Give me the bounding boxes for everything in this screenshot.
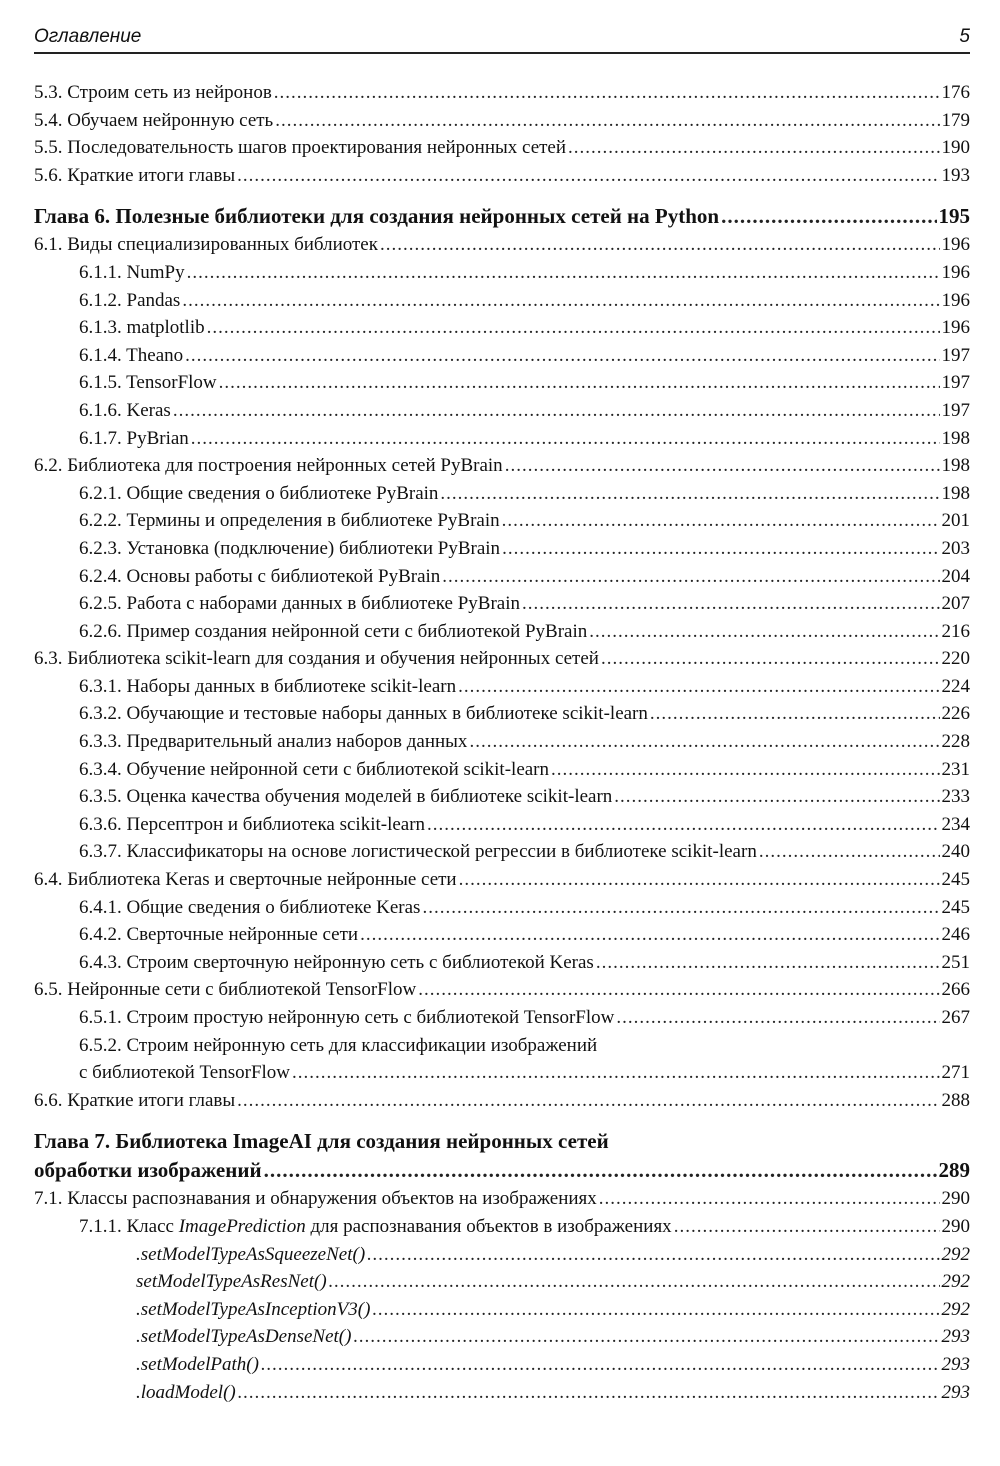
toc-entry	[34, 949, 970, 977]
dot-leader	[759, 838, 940, 866]
dot-leader	[458, 673, 939, 701]
toc-page-number: 196	[941, 317, 970, 339]
dot-leader	[440, 480, 939, 508]
toc-entry	[34, 563, 970, 591]
toc-page-number: 290	[941, 1215, 970, 1237]
running-header	[34, 22, 970, 54]
toc-entry	[34, 1351, 970, 1379]
toc-page-number: 224	[941, 675, 970, 697]
toc-page-number: 197	[941, 372, 970, 394]
toc-entry-label: 6.5. Нейронные сети с библиотекой TensorFlow	[34, 979, 417, 1001]
toc-entry-label: 6.6. Краткие итоги главы	[34, 1089, 236, 1111]
toc-entry-label: .setModelPath()	[136, 1353, 259, 1375]
dot-leader	[264, 1156, 937, 1185]
toc-entry-label: 6.4. Библиотека Keras и сверточные нейронные сети	[34, 869, 457, 891]
toc-page-number: 220	[941, 648, 970, 670]
toc-entry-label: 5.6. Краткие итоги главы	[34, 164, 236, 186]
toc-entry-label-part: 7.1.1. Класс	[79, 1215, 179, 1237]
dot-leader	[360, 921, 939, 949]
toc-entry-label: 6.1.3. matplotlib	[79, 317, 205, 339]
toc-page-number: 216	[941, 620, 970, 642]
toc-entry-label: 6.2.5. Работа с наборами данных в библиотеке PyBrain	[79, 593, 521, 615]
header-page-number: 5	[959, 26, 970, 47]
toc-entry	[34, 507, 970, 535]
toc-entry	[34, 134, 970, 162]
dot-leader	[427, 811, 939, 839]
toc-entry	[34, 314, 970, 342]
toc-entry	[34, 700, 970, 728]
toc-page-number: 190	[941, 137, 970, 159]
toc-page-number: 271	[941, 1062, 970, 1084]
toc-entry-label: 6.4.3. Строим сверточную нейронную сеть с библиотекой Keras	[79, 951, 594, 973]
toc-entry	[34, 397, 970, 425]
toc-page-number: 292	[941, 1271, 970, 1293]
toc-entry	[34, 425, 970, 453]
toc-entry	[34, 79, 970, 107]
dot-leader	[353, 1323, 939, 1351]
toc-entry	[34, 590, 970, 618]
toc-entry	[34, 618, 970, 646]
toc-page-number: 240	[941, 841, 970, 863]
toc-page-number: 198	[941, 482, 970, 504]
header-title: Оглавление	[34, 26, 142, 47]
toc-entry	[34, 728, 970, 756]
toc-entry	[34, 480, 970, 508]
toc-entry-label: 6.3.6. Персептрон и библиотека scikit-learn	[79, 813, 426, 835]
toc-entry	[34, 1087, 970, 1115]
toc-entry-label: 6.1.5. TensorFlow	[79, 372, 217, 394]
toc-entry	[34, 535, 970, 563]
toc-page-number: 292	[941, 1243, 970, 1265]
toc-entry	[34, 452, 970, 480]
dot-leader	[502, 535, 939, 563]
toc-page-number: 251	[941, 951, 970, 973]
toc-page-number: 290	[941, 1188, 970, 1210]
toc-entry-label: 6.5.1. Строим простую нейронную сеть с библиотекой TensorFlow	[79, 1007, 615, 1028]
toc-entry-label: 6.3.1. Наборы данных в библиотеке scikit-learn	[79, 675, 457, 697]
dot-leader	[237, 1087, 939, 1115]
dot-leader	[173, 397, 940, 425]
dot-leader	[596, 949, 940, 977]
dot-leader	[238, 1379, 940, 1407]
toc-entry	[34, 756, 970, 784]
toc-page-number: 245	[941, 896, 970, 918]
toc-entry-label: Глава 6. Полезные библиотеки для создания нейронных сетей на Python	[34, 204, 720, 229]
toc-entry	[34, 342, 970, 370]
toc-page-number: 197	[941, 344, 970, 366]
dot-leader	[207, 314, 940, 342]
dot-leader	[650, 700, 940, 728]
toc-page-number: 196	[941, 289, 970, 311]
toc-entry-label: 6.2.1. Общие сведения о библиотеке PyBrain	[79, 482, 439, 504]
toc-entry-label: 6.4.1. Общие сведения о библиотеке Keras	[79, 896, 421, 918]
toc-entry-label: 5.4. Обучаем нейронную сеть	[34, 109, 274, 131]
toc-page-number: 207	[941, 593, 970, 615]
toc-page-number: 293	[941, 1326, 970, 1348]
dot-leader	[380, 231, 940, 259]
toc-page-number: 179	[941, 109, 970, 131]
toc-entry-label: setModelTypeAsResNet()	[136, 1271, 327, 1293]
dot-leader	[589, 618, 939, 646]
toc-page-number: 293	[941, 1381, 970, 1403]
toc-entry-label: 6.4.2. Сверточные нейронные сети	[79, 924, 359, 946]
toc-entry	[34, 1241, 970, 1269]
toc-page-number: 267	[941, 1007, 970, 1028]
toc-chapter-entry	[34, 202, 970, 231]
dot-leader	[469, 728, 939, 756]
toc-entry-label: 6.1.6. Keras	[79, 399, 171, 421]
toc-page-number: 293	[941, 1353, 970, 1375]
toc-entry	[34, 866, 970, 894]
toc-entry-label: 6.1.7. PyBrian	[79, 427, 189, 449]
toc-entry-label: 7.1. Классы распознавания и обнаружения объектов на изображениях	[34, 1188, 597, 1210]
dot-leader	[601, 645, 940, 673]
toc-entry-label: 6.2.4. Основы работы с библиотекой PyBrain	[79, 565, 441, 587]
toc-entry	[34, 1268, 970, 1296]
dot-leader	[261, 1351, 940, 1379]
toc-entry-label: .setModelTypeAsDenseNet()	[136, 1326, 352, 1348]
dot-leader	[418, 976, 939, 1004]
toc-entry-label: .setModelTypeAsSqueezeNet()	[136, 1243, 366, 1265]
toc-page-number: 196	[941, 234, 970, 256]
dot-leader	[459, 866, 940, 894]
chapter-heading	[34, 1127, 970, 1185]
toc-entry	[34, 921, 970, 949]
dot-leader	[568, 134, 939, 162]
toc-entry-label: 6.3.2. Обучающие и тестовые наборы данных в библиотеке scikit-learn	[79, 703, 648, 725]
toc-entry	[34, 673, 970, 701]
toc-entry-label: 6.1. Виды специализированных библиотек	[34, 234, 378, 256]
toc-entry-label: 6.3.7. Классификаторы на основе логистической регрессии в библиотеке scikit-learn	[79, 841, 757, 863]
toc-page-number: 195	[938, 204, 970, 229]
toc-page-number: 288	[941, 1089, 970, 1111]
toc-entry-label: 6.2.6. Пример создания нейронной сети с библиотекой PyBrain	[79, 620, 588, 642]
dot-leader	[614, 783, 939, 811]
toc-page-number: 197	[941, 399, 970, 421]
toc-entry	[34, 259, 970, 287]
toc-entry-label: 6.2. Библиотека для построения нейронных сетей PyBrain	[34, 455, 503, 477]
dot-leader	[367, 1241, 939, 1269]
dot-leader	[182, 287, 939, 315]
toc-entry-label: 5.5. Последовательность шагов проектирования нейронных сетей	[34, 137, 567, 159]
toc-entry	[34, 1296, 970, 1324]
toc-entry	[34, 1213, 970, 1241]
dot-leader	[422, 894, 939, 922]
toc-page-number: 198	[941, 455, 970, 477]
toc-page-number: 228	[941, 731, 970, 753]
dot-leader	[505, 452, 940, 480]
toc-entry-label	[79, 1213, 672, 1241]
toc-entry-label: 6.1.2. Pandas	[79, 289, 181, 311]
toc-entry	[34, 838, 970, 866]
toc-entry-label: 6.1.1. NumPy	[79, 261, 185, 283]
toc-entry	[34, 645, 970, 673]
toc-entry	[34, 783, 970, 811]
toc-entry	[34, 1185, 970, 1213]
toc-entry-label: обработки изображений	[34, 1158, 262, 1183]
toc-entry-label: 6.3.4. Обучение нейронной сети с библиотекой scikit-learn	[79, 758, 550, 780]
table-of-contents	[34, 79, 970, 1406]
toc-page-number: 231	[941, 758, 970, 780]
toc-chapter-entry	[34, 1156, 970, 1185]
toc-page-number: 201	[941, 510, 970, 532]
toc-page-number: 176	[941, 82, 970, 103]
toc-entry-label: с библиотекой TensorFlow	[79, 1062, 291, 1084]
toc-entry-label: .setModelTypeAsInceptionV3()	[136, 1298, 371, 1320]
toc-entry-first-line: 6.5.2. Строим нейронную сеть для классификации изображений	[79, 1034, 598, 1056]
toc-page-number: 193	[941, 164, 970, 186]
dot-leader	[442, 563, 939, 591]
toc-page-number: 289	[938, 1158, 970, 1183]
dot-leader	[616, 1004, 939, 1032]
toc-page-number: 246	[941, 924, 970, 946]
dot-leader	[187, 259, 940, 287]
toc-page-number: 198	[941, 427, 970, 449]
toc-page-number: 233	[941, 786, 970, 808]
toc-page-number: 226	[941, 703, 970, 725]
toc-entry-label: .loadModel()	[136, 1381, 236, 1403]
dot-leader	[185, 342, 939, 370]
toc-entry	[34, 107, 970, 135]
toc-page-number: 203	[941, 537, 970, 559]
toc-entry-label: 6.2.2. Термины и определения в библиотеке PyBrain	[79, 510, 500, 532]
dot-leader	[551, 756, 939, 784]
toc-entry-label: 6.2.3. Установка (подключение) библиотеки PyBrain	[79, 537, 501, 559]
toc-entry	[34, 811, 970, 839]
chapter-heading-line: Глава 7. Библиотека ImageAI для создания нейронных сетей	[34, 1129, 609, 1154]
toc-entry-label: 6.3. Библиотека scikit-learn для создания и обучения нейронных сетей	[34, 648, 599, 670]
dot-leader	[219, 369, 940, 397]
toc-entry	[34, 287, 970, 315]
toc-entry-label: 6.3.5. Оценка качества обучения моделей в библиотеке scikit-learn	[79, 786, 613, 808]
toc-entry	[34, 1059, 970, 1087]
dot-leader	[274, 79, 940, 107]
toc-entry	[34, 231, 970, 259]
toc-page-number: 234	[941, 813, 970, 835]
dot-leader	[599, 1185, 940, 1213]
toc-entry	[34, 162, 970, 190]
toc-page-number: 204	[941, 565, 970, 587]
dot-leader	[372, 1296, 939, 1324]
toc-entry	[34, 894, 970, 922]
dot-leader	[191, 425, 940, 453]
dot-leader	[721, 202, 936, 231]
toc-entry	[34, 976, 970, 1004]
dot-leader	[674, 1213, 940, 1241]
toc-entry-label: 6.3.3. Предварительный анализ наборов данных	[79, 731, 468, 753]
toc-page-number: 196	[941, 261, 970, 283]
toc-entry-label: 6.1.4. Theano	[79, 344, 184, 366]
toc-entry	[34, 369, 970, 397]
toc-page-number: 292	[941, 1298, 970, 1320]
dot-leader	[502, 507, 940, 535]
chapter-heading	[34, 202, 970, 231]
toc-entry	[34, 1379, 970, 1407]
toc-entry-label: 5.3. Строим сеть из нейронов	[34, 82, 272, 103]
dot-leader	[275, 107, 939, 135]
toc-entry	[34, 1323, 970, 1351]
dot-leader	[522, 590, 939, 618]
toc-entry	[34, 1004, 970, 1032]
toc-page-number: 245	[941, 869, 970, 891]
dot-leader	[292, 1059, 939, 1087]
toc-entry-label-part: ImagePrediction	[178, 1215, 306, 1237]
dot-leader	[329, 1268, 940, 1296]
toc-page-number: 266	[941, 979, 970, 1001]
dot-leader	[237, 162, 939, 190]
toc-entry-label-part: для распознавания объектов в изображениях	[305, 1215, 672, 1237]
